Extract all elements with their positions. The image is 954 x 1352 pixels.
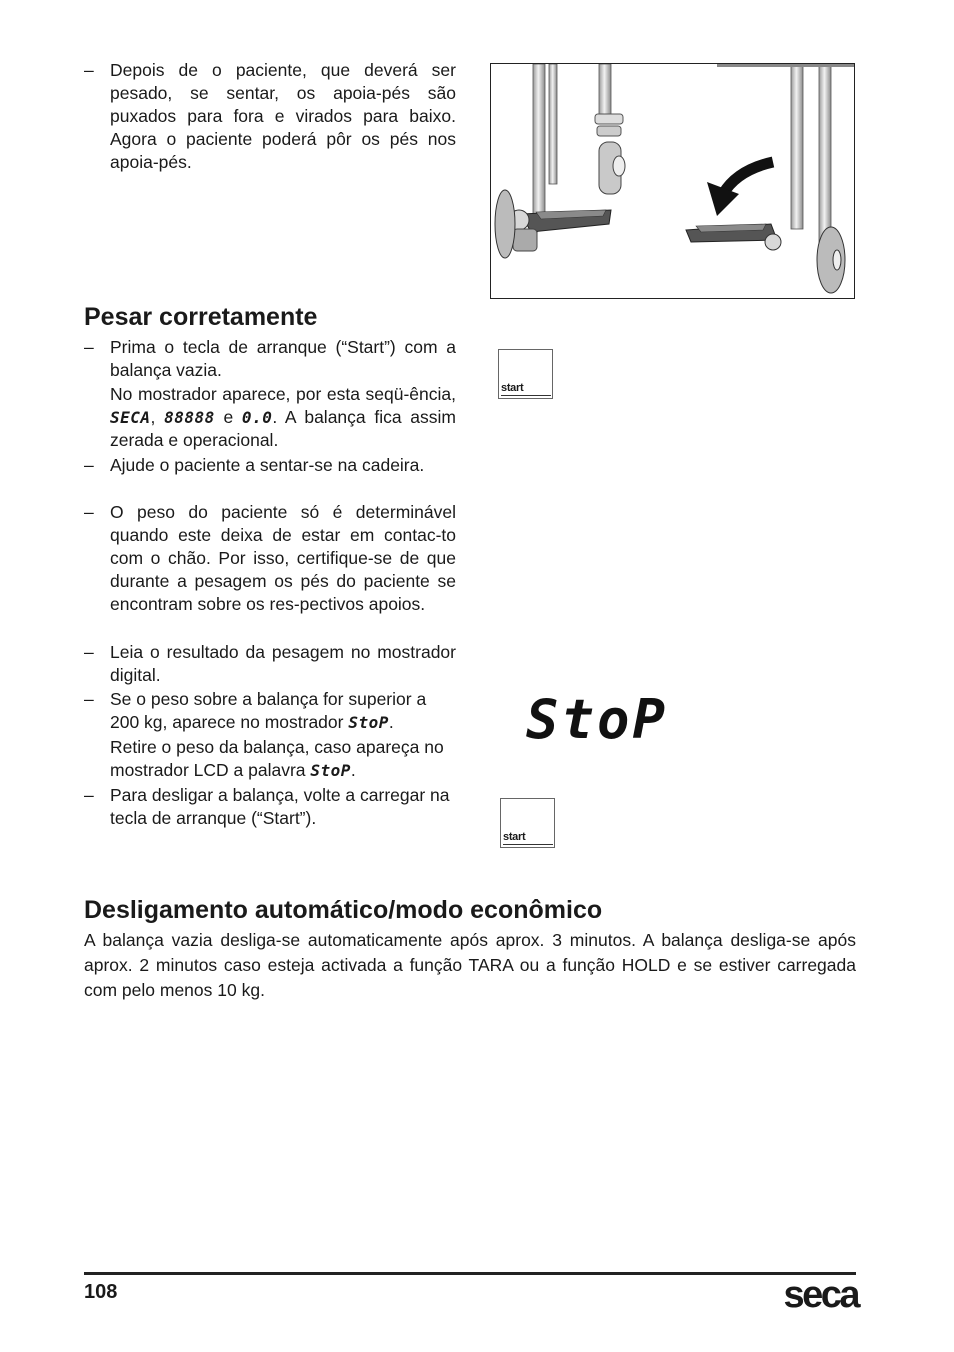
section-paragraph: A balança vazia desliga-se automaticamente após aprox. 3 minutos. A balança desliga-se após aprox. 2 minutos caso esteja activada a função TARA ou a função HOLD e se estiver carregada com pelo menos 10 kg.	[84, 930, 856, 1000]
lcd-88888: 88888	[164, 408, 215, 427]
list-dash: –	[84, 502, 94, 522]
list-item	[84, 688, 456, 734]
intro-list-item	[84, 59, 456, 174]
list-item-text	[110, 736, 456, 782]
list-item	[84, 784, 456, 830]
list-item-text: Prima o tecla de arranque (“Start”) com a balança vazia.	[110, 337, 456, 380]
text-fragment: . A balança fica assim zerada e operacional.	[110, 407, 456, 450]
list-dash: –	[84, 785, 94, 805]
list-item	[84, 454, 456, 477]
seca-logo: seca	[783, 1274, 858, 1316]
list-dash: –	[84, 337, 94, 357]
list-item	[84, 336, 456, 382]
text-fragment: Se o peso sobre a balança for superior a 200 kg, aparece no mostrador	[110, 689, 427, 732]
list-item-text	[110, 383, 456, 452]
list-item	[84, 383, 456, 452]
list-item-text	[110, 688, 456, 734]
list-dash: –	[84, 642, 94, 662]
start-button[interactable]	[500, 798, 555, 848]
list-dash: –	[84, 455, 94, 475]
page-number: 108	[84, 1281, 118, 1303]
start-button-label: start	[501, 382, 524, 394]
intro-text: Depois de o paciente, que deverá ser pesado, se sentar, os apoia-pés são puxados para fora e virados para baixo. Agora o paciente poderá pôr os pés nos apoia-pés.	[110, 60, 456, 172]
list-item-text: O peso do paciente só é determinável quando este deixa de estar em contac-to com o chão. Por isso, certifique-se de que durante a pesagem os pés do paciente se encontram sobre os res-pectivos apoios.	[110, 502, 456, 614]
list-item	[84, 641, 456, 687]
lcd-seca: SECA	[110, 408, 151, 427]
list-dash: –	[84, 689, 94, 709]
start-button[interactable]	[498, 349, 553, 399]
lcd-stop-inline: StoP	[310, 761, 351, 780]
button-underline	[501, 395, 551, 396]
text-fragment: e	[214, 407, 242, 427]
chair-footrest-drawing	[491, 64, 855, 299]
list-item-text: Ajude o paciente a sentar-se na cadeira.	[110, 455, 425, 475]
footer-rule	[84, 1272, 856, 1275]
text-fragment: .	[388, 712, 394, 732]
lcd-stop-display: StoP	[526, 688, 669, 751]
list-item-text: Para desligar a balança, volte a carregar na tecla de arranque (“Start”).	[110, 785, 450, 828]
section-title-desligamento: Desligamento automático/modo econômico	[84, 896, 603, 924]
text-fragment: Retire o peso da balança, caso apareça no mostrador LCD a palavra	[110, 737, 444, 780]
section-title-pesar: Pesar corretamente	[84, 303, 318, 331]
list-item-text: Leia o resultado da pesagem no mostrador digital.	[110, 642, 456, 685]
list-item	[84, 501, 456, 616]
footrest-illustration	[490, 63, 855, 299]
text-fragment: No mostrador aparece, por esta seqü-ência,	[110, 384, 456, 404]
text-fragment: ,	[150, 407, 165, 427]
text-fragment: .	[350, 760, 356, 780]
lcd-stop-inline: StoP	[348, 713, 389, 732]
lcd-zero: 0.0	[241, 408, 273, 427]
list-item	[84, 736, 456, 782]
list-dash: –	[84, 60, 94, 80]
button-underline	[503, 844, 553, 845]
start-button-label: start	[503, 831, 526, 843]
